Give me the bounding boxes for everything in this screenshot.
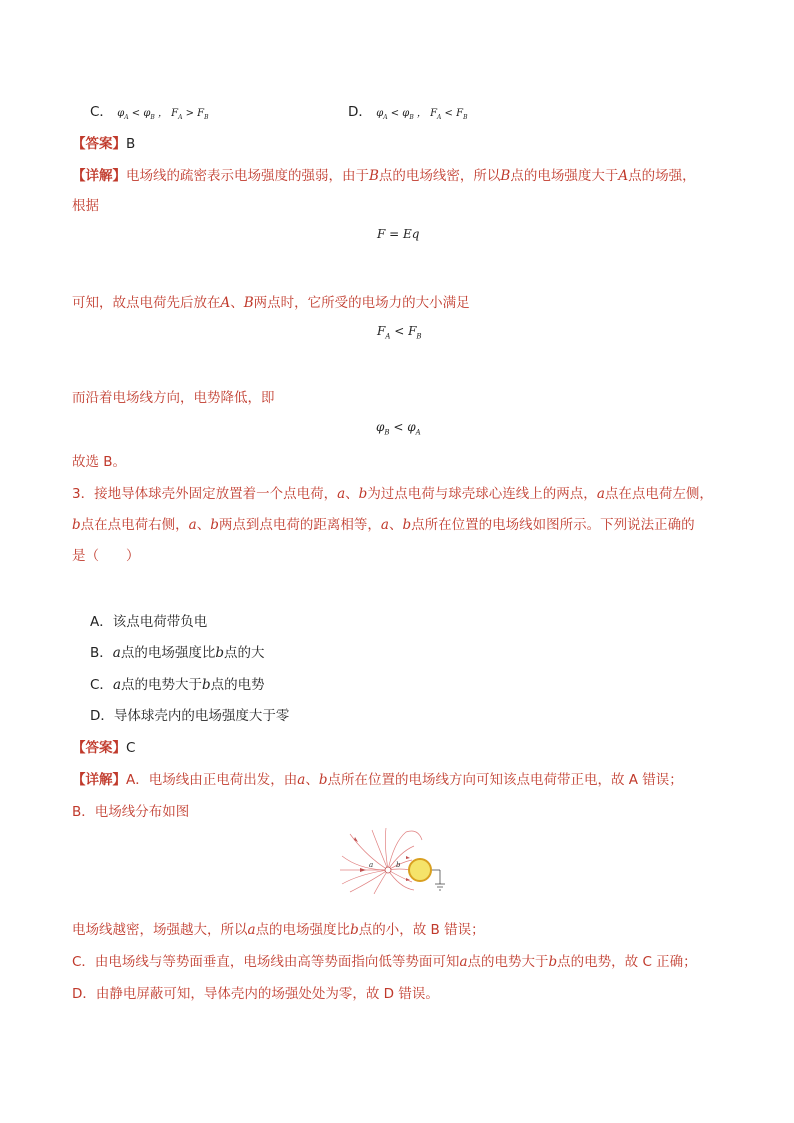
text: 点在点电荷右侧， (80, 517, 189, 533)
var: a (188, 517, 197, 533)
conductor-shell (409, 859, 431, 881)
var: A (220, 295, 231, 311)
option-label: C． (90, 104, 113, 120)
label-a: a (369, 861, 374, 869)
detail-bracket: 【详解】 (72, 168, 126, 184)
answer-3 (72, 738, 135, 758)
text: 3．接地导体球壳外固定放置着一个点电荷， (72, 486, 338, 502)
var: b (402, 517, 412, 533)
option-label: D． (348, 104, 372, 120)
answer-bracket: 【答案】 (72, 136, 126, 152)
option-c[interactable] (90, 675, 265, 695)
option-text: 点的电势 (210, 677, 265, 693)
text: 、 (345, 486, 359, 502)
text: 、 (388, 517, 403, 533)
var: b (548, 954, 558, 970)
text: 点所在位置的电场线如图所示。下列说法正确的 (411, 517, 695, 533)
label-b: b (396, 861, 401, 869)
var: b (358, 486, 368, 502)
var: B (500, 168, 511, 184)
text: 点在点电荷左侧， (604, 486, 713, 502)
option-text: 点的大 (223, 645, 265, 661)
var: B (243, 295, 254, 311)
text: 为过点电荷与球壳球心连线上的两点， (367, 486, 597, 502)
point-charge (385, 867, 391, 873)
var: b (210, 517, 219, 533)
detail-3-line-c (72, 952, 697, 972)
answer-value: C (126, 740, 136, 756)
text: 点的电势，故 C 正确； (557, 954, 697, 970)
text: 点的小，故 B 错误； (358, 922, 485, 938)
prev-option-d (348, 102, 467, 128)
var: b (350, 922, 359, 938)
option-label: C． (90, 677, 113, 693)
option-label: A． (90, 614, 113, 630)
option-a[interactable] (90, 612, 207, 632)
var: a (596, 486, 605, 502)
detail-3-line-b2 (72, 920, 485, 940)
var: A (618, 168, 629, 184)
var: a (112, 677, 121, 693)
var: a (297, 772, 306, 788)
var: a (337, 486, 346, 502)
question-3-line1 (72, 484, 713, 504)
text: 可知，故点电荷先后放在 (72, 295, 221, 311)
text: 点所在位置的电场线方向可知该点电荷带正电，故 A 错误； (327, 772, 683, 788)
detail-3-line-b: B．电场线分布如图 (72, 804, 190, 820)
option-text: 点的电势大于 (121, 677, 202, 693)
option-b[interactable] (90, 643, 264, 663)
option-label: B． (90, 645, 113, 661)
text: 两点到点电荷的距离相等， (218, 517, 381, 533)
detail-1-line2: 根据 (72, 198, 99, 214)
question-3-line2 (72, 515, 695, 535)
var: a (380, 517, 389, 533)
detail-1-line3 (72, 293, 470, 313)
option-d-math: $\varphi_A < \varphi_B$ ， $F_A < F_B$ (376, 108, 468, 121)
text: 、 (196, 517, 211, 533)
option-text: 点的电场强度比 (120, 645, 216, 661)
option-text: 导体球壳内的电场强度大于零 (113, 708, 290, 724)
detail-1-line4: 而沿着电场线方向，电势降低，即 (72, 390, 275, 406)
text: 电场线越密，场强越大，所以 (72, 922, 248, 938)
question-3-line3: 是（ ） (72, 548, 140, 564)
answer-bracket: 【答案】 (72, 740, 126, 756)
var: B (369, 168, 379, 184)
electric-field-figure (336, 826, 460, 894)
detail-bracket: 【详解】 (72, 772, 126, 788)
var: b (72, 517, 81, 533)
formula-phib-lt-phia: $\varphi_B < \varphi_A$ (376, 420, 421, 437)
option-text: 该点电荷带负电 (112, 614, 208, 630)
var: b (215, 645, 224, 661)
text: 、 (230, 295, 244, 311)
option-d[interactable] (90, 706, 289, 726)
formula-fa-lt-fb: $F_A < F_B$ (377, 324, 422, 341)
detail-1-line5: 故选 B。 (72, 454, 127, 470)
text: 点的电场强度大于 (510, 168, 619, 184)
option-c-math: $\varphi_A < \varphi_B$ ， $F_A > F_B$ (117, 108, 209, 121)
var: b (202, 677, 211, 693)
text: 电场线的疏密表示电场强度的强弱，由于 (126, 168, 369, 184)
option-label: D． (90, 708, 114, 724)
prev-option-c (90, 102, 209, 128)
text: C．由电场线与等势面垂直，电场线由高等势面指向低等势面可知 (72, 954, 460, 970)
text: 点的电势大于 (467, 954, 549, 970)
answer-value: B (126, 136, 136, 152)
detail-3-line-d: D．由静电屏蔽可知，导体壳内的场强处处为零，故 D 错误。 (72, 986, 439, 1002)
var: a (112, 645, 121, 661)
var: a (459, 954, 468, 970)
text: 两点时，它所受的电场力的大小满足 (253, 295, 470, 311)
detail-1-line1 (72, 166, 696, 186)
var: a (247, 922, 256, 938)
text: 点的电场强度比 (255, 922, 351, 938)
answer-1 (72, 134, 135, 154)
detail-3-line-a (72, 770, 683, 790)
text: 点的电场线密，所以 (378, 168, 501, 184)
text: 点的场强， (628, 168, 696, 184)
var: b (318, 772, 328, 788)
formula-f-eq: F = Eq (377, 227, 420, 241)
text: 、 (305, 772, 319, 788)
text: A．电场线由正电荷出发，由 (126, 772, 298, 788)
